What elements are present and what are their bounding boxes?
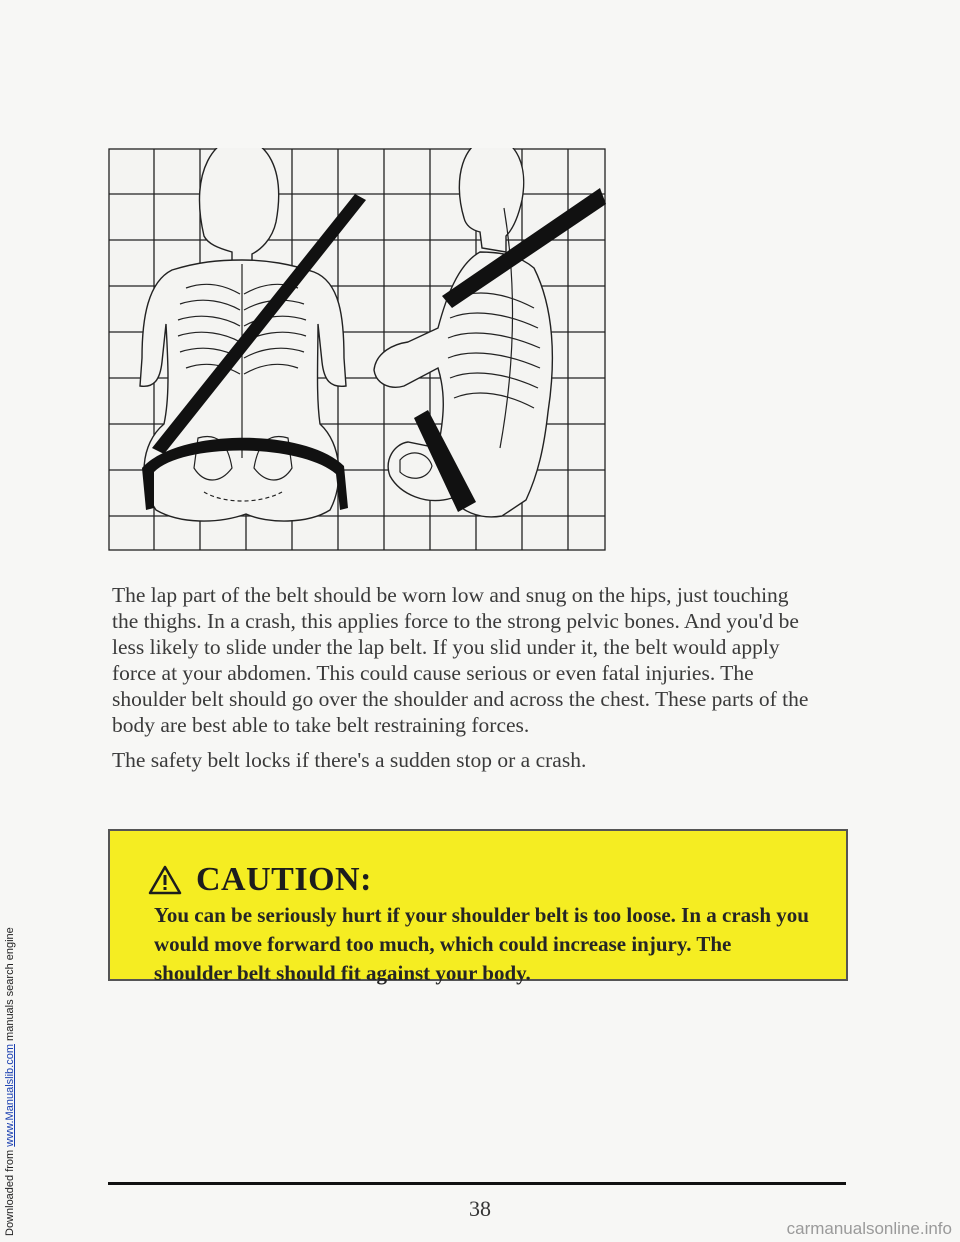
warning-triangle-icon xyxy=(148,865,182,895)
page-number: 38 xyxy=(469,1196,491,1221)
body-text xyxy=(112,582,812,782)
seatbelt-skeleton-illustration xyxy=(108,148,606,551)
download-source-prefix: Downloaded from xyxy=(4,1146,16,1236)
download-source-suffix: manuals search engine xyxy=(4,927,16,1045)
watermark: carmanualsonline.info xyxy=(786,1219,952,1238)
manualslib-link[interactable]: www.Manualslib.com xyxy=(4,1044,16,1147)
caution-text: You can be seriously hurt if your shoulder belt is too loose. In a crash you would move forward too much, which could increase injury. The shoulder belt should fit against your body. xyxy=(154,903,809,985)
footer-rule xyxy=(108,1182,846,1185)
caution-header xyxy=(148,859,372,901)
download-source-note xyxy=(2,6,16,1236)
lap-belt-paragraph: The lap part of the belt should be worn low and snug on the hips, just touching the thighs. In a crash, this applies force to the strong pelvic bones. And you'd be less likely to slide under the lap belt. If you slid under it, the belt would apply force at your abdomen. This could cause serious or even fatal injuries. The shoulder belt should go over the shoulder and across the chest. These parts of the body are best able to take belt restraining forces. xyxy=(112,583,809,737)
belt-lock-paragraph: The safety belt locks if there's a sudden stop or a crash. xyxy=(112,748,587,772)
caution-box xyxy=(108,829,848,985)
caution-title: CAUTION: xyxy=(196,861,372,898)
